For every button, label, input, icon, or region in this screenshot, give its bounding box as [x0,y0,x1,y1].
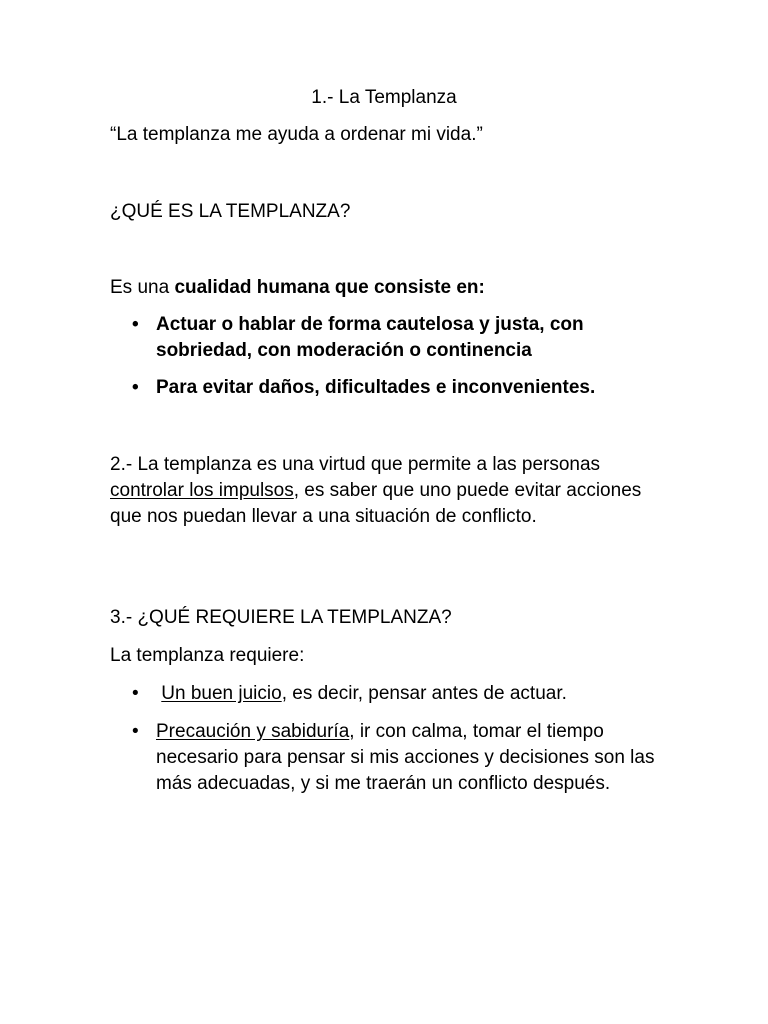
paragraph-2-start: 2.- La templanza es una virtud que permite a las personas [110,454,601,475]
paragraph-2 [110,452,655,530]
list-item-underline: Un buen juicio [161,683,282,704]
list-item-underline: Precaución y sabiduría [156,721,350,742]
bullet-marker: • [132,314,139,335]
bullet-marker: • [132,721,139,742]
bullet-marker: • [132,377,139,398]
definition-intro-text: Es una [110,277,175,298]
list-item [110,681,670,707]
list-item-text: Para evitar daños, dificultades e inconvenientes. [156,377,596,398]
list-item-text: Actuar o hablar de forma cautelosa y justa, con sobriedad, con moderación o continencia [156,314,584,361]
list-item-text: , es decir, pensar antes de actuar. [281,683,567,704]
section-heading-what-is: ¿QUÉ ES LA TEMPLANZA? [110,201,351,222]
list-item [110,375,670,401]
bullet-marker: • [132,683,139,704]
list-item [110,312,670,364]
page-title: 1.- La Templanza [311,87,457,108]
definition-list [110,312,670,401]
section-heading-requires: 3.- ¿QUÉ REQUIERE LA TEMPLANZA? [110,607,452,628]
definition-intro-bold: cualidad humana que consiste en: [174,277,485,298]
requires-list [110,681,670,797]
list-item-text: , ir con calma, tomar el tiempo necesario para pensar si mis acciones y decisiones son las más adecuadas, y si me traerán un conflicto después. [156,721,655,794]
requires-intro: La templanza requiere: [110,645,305,666]
definition-intro [110,275,670,301]
quote: “La templanza me ayuda a ordenar mi vida.” [110,124,483,145]
paragraph-2-underline: controlar los impulsos [110,480,294,501]
list-item [110,719,670,797]
paragraph-2-rest: , es saber que uno puede evitar acciones que nos puedan llevar a una situación de conflicto. [110,480,642,527]
